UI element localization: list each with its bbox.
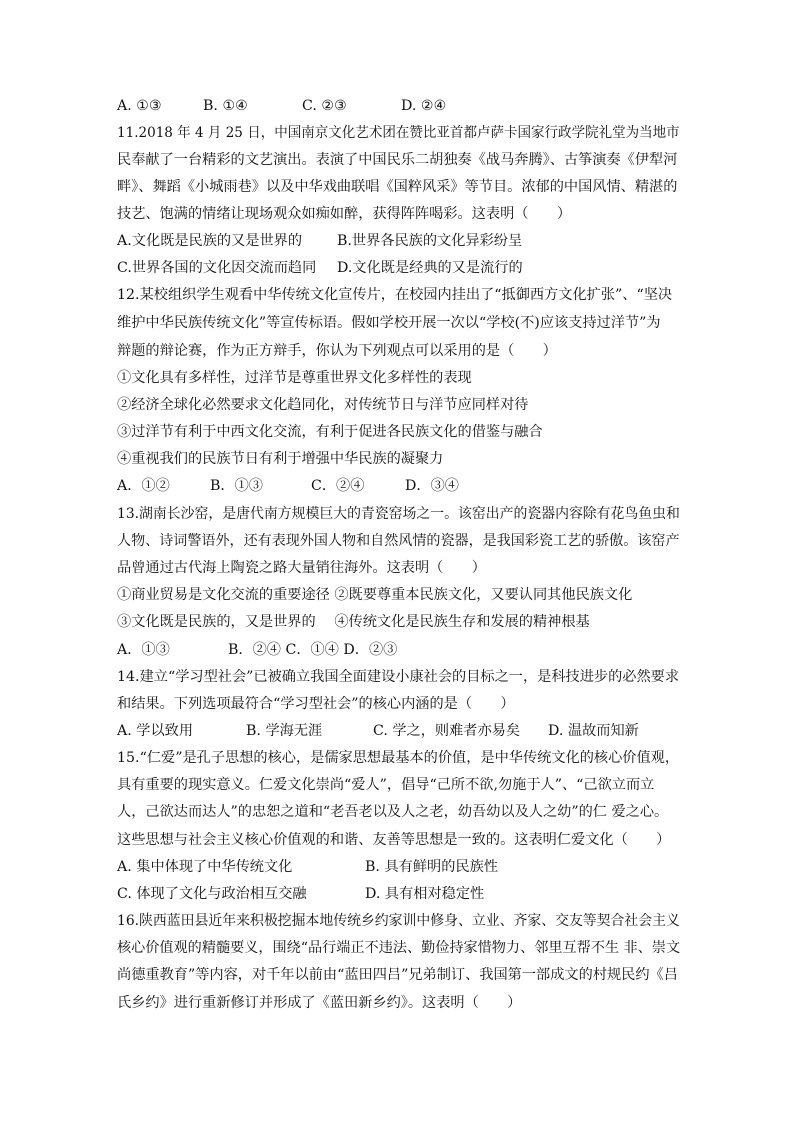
q11-option-d: D.文化既是经典的又是流行的	[337, 260, 523, 276]
q12-option-d: D．③④	[405, 478, 459, 494]
q10-option-d: D. ②④	[401, 98, 447, 114]
q13-statement: ③文化既是民族的，又是世界的 ④传统文化是民族生存和发展的精神根基	[117, 614, 590, 630]
q12-statement: ②经济全球化必然要求文化趋同化，对传统节日与洋节应同样对待	[117, 397, 529, 413]
q12-stem-line: 辩题的辩论赛，作为正方辩手，你认为下列观点可以采用的是（ ）	[117, 343, 557, 359]
q14-stem-line: 和结果。下列选项最符合“学习型社会”的核心内涵的是（ ）	[117, 696, 515, 712]
q11-option-b: B.世界各民族的文化异彩纷呈	[337, 233, 523, 249]
q16-stem-line: 尚德重教育”等内容，对千年以前由“蓝田四吕”兄弟制订、我国第一部成文的村规民约《吕	[117, 967, 678, 983]
q12-option-b: B．①③	[210, 478, 263, 494]
q11-stem-line: 畔》、舞蹈《小城雨巷》以及中华戏曲联唱《国粹风采》等节目。浓郁的中国风情、精湛的	[117, 179, 678, 195]
q13-statement: ①商业贸易是文化交流的重要途径 ②既要尊重本民族文化，又要认同其他民族文化	[117, 587, 633, 603]
q11-stem-line: 技艺、饱满的情绪让现场观众如痴如醉，获得阵阵喝彩。这表明（ ）	[117, 206, 572, 222]
q13-option-a: A．①③	[117, 642, 170, 658]
q15-option-b: B. 具有鲜明的民族性	[365, 859, 498, 875]
q16-stem-line: 16.陕西蓝田县近年来积极挖掘本地传统乡约家训中修身、立业、齐家、交友等契合社会主义	[117, 913, 680, 929]
q16-stem-line: 氏乡约》进行重新修订并形成了《蓝田新乡约》。这表明（ ）	[117, 995, 522, 1011]
q11-option-c: C.世界各国的文化因交流而趋同	[117, 260, 317, 276]
q13-option-bcd: B．②④ C．①④ D．②③	[228, 642, 398, 658]
q11-stem-line: 民奉献了一台精彩的文艺演出。表演了中国民乐二胡独奏《战马奔腾》、古筝演奏《伊犁河	[117, 152, 678, 168]
q14-option-a: A. 学以致用	[117, 723, 194, 739]
q13-stem-line: 品曾通过古代海上陶瓷之路大量销往海外。这表明（ ）	[117, 560, 486, 576]
q15-stem-line: 人，己欲达而达人”的忠恕之道和“老吾老以及人之老，幼吾幼以及人之幼”的仁 爱之心。	[117, 804, 669, 820]
q12-option-c: C．②④	[311, 478, 365, 494]
q11-stem-line: 11.2018 年 4 月 25 日，中国南京文化艺术团在赞比亚首都卢萨卡国家行政学院礼堂为当地市	[117, 125, 680, 141]
q16-stem-line: 核心价值观的精髓要义，围绕“品行端正不违法、勤俭持家惜物力、邻里互帮不生 非、崇文	[117, 940, 681, 956]
q15-stem-line: 这些思想与社会主义核心价值观的和谐、友善等思想是一致的。这表明仁爱文化（ ）	[117, 832, 671, 848]
q13-stem-line: 13.湖南长沙窑，是唐代南方规模巨大的青瓷窑场之一。该窑出产的瓷器内容除有花鸟鱼虫和	[117, 506, 680, 522]
q12-statement: ④重视我们的民族节日有利于增强中华民族的凝聚力	[117, 451, 444, 467]
q12-stem-line: 维护中华民族传统文化”等宣传标语。假如学校开展一次以“学校(不)应该支持过洋节”为	[117, 315, 661, 331]
q12-statement: ③过洋节有利于中西文化交流，有利于促进各民族文化的借鉴与融合	[117, 424, 543, 440]
q10-option-b: B. ①④	[203, 98, 248, 114]
q15-option-a: A. 集中体现了中华传统文化	[117, 859, 293, 875]
q13-stem-line: 人物、诗词警语外，还有表现外国人物和自然风情的瓷器，是我国彩瓷工艺的骄傲。该窑产	[117, 533, 680, 549]
q15-stem-line: 具有重要的现实意义。仁爱文化崇尚“爱人”，倡导“己所不欲,勿施于人”、“己欲立而立	[117, 777, 655, 793]
q15-option-d: D. 具有相对稳定性	[365, 886, 485, 902]
q10-option-a: A. ①③	[117, 98, 162, 114]
q14-option-b: B. 学海无涯	[246, 723, 323, 739]
q15-stem-line: 15.“仁爱”是孔子思想的核心，是儒家思想最基本的价值，是中华传统文化的核心价值观，	[117, 750, 680, 766]
q14-stem-line: 14.建立“学习型社会”已被确立我国全面建设小康社会的目标之一，是科技进步的必然要求	[117, 669, 680, 685]
q14-option-d: D. 温故而知新	[548, 723, 639, 739]
q10-option-c: C. ②③	[302, 98, 347, 114]
q14-option-c: C. 学之，则难者亦易矣	[373, 723, 521, 739]
q12-stem-line: 12.某校组织学生观看中华传统文化宣传片，在校园内挂出了“抵御西方文化扩张”、“坚决	[117, 287, 673, 303]
q12-statement: ①文化具有多样性，过洋节是尊重世界文化多样性的表现	[117, 370, 472, 386]
q11-option-a: A.文化既是民族的又是世界的	[117, 233, 303, 249]
q12-option-a: A．①②	[117, 478, 170, 494]
q15-option-c: C. 体现了文化与政治相互交融	[117, 886, 307, 902]
